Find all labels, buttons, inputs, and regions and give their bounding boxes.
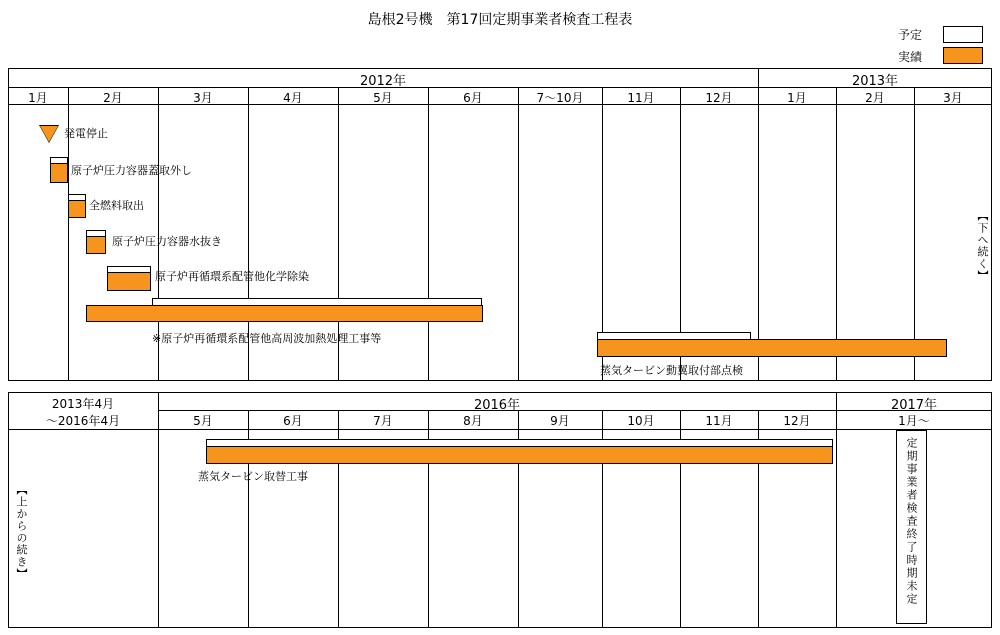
month-header: 3月 [943, 91, 963, 105]
month-gridline [518, 87, 519, 381]
month-header: 7〜10月 [536, 91, 584, 105]
header-divider [8, 429, 992, 430]
month-header: 5月 [373, 91, 393, 105]
month-header: 6月 [463, 91, 483, 105]
actual-bar [206, 446, 833, 464]
legend-plan-swatch [943, 26, 983, 43]
year-header-2013: 2013年 [851, 74, 899, 89]
inspection-end-note: 定期事業者検査終了時期未定 [905, 437, 918, 606]
month-header: 8月 [463, 414, 483, 428]
legend-actual-label: 実績 [898, 50, 923, 64]
actual-bar [86, 305, 483, 322]
month-header: 12月 [783, 414, 811, 428]
task-label: 蒸気タービン動翼取付部点検 [600, 364, 743, 377]
range-label-end: 〜2016年4月 [45, 414, 121, 428]
legend-plan-label: 予定 [898, 28, 923, 42]
actual-bar [597, 339, 947, 357]
month-header: 4月 [283, 91, 303, 105]
task-label: 全燃料取出 [89, 199, 144, 212]
year-header-2017: 2017年 [890, 398, 938, 413]
month-header: 6月 [283, 414, 303, 428]
month-header: 1月〜 [898, 414, 930, 428]
year-header-2016: 2016年 [473, 398, 521, 413]
task-label: 原子炉圧力容器蓋取外し [71, 164, 192, 177]
actual-bar [68, 200, 86, 218]
continue-down-note: 【下へ続く】 [976, 210, 989, 282]
actual-bar [86, 236, 106, 254]
month-header: 3月 [193, 91, 213, 105]
task-label: 原子炉圧力容器水抜き [112, 235, 222, 248]
month-gridline [914, 87, 915, 381]
task-label: 発電停止 [64, 127, 108, 140]
month-header: 2月 [103, 91, 123, 105]
outage-milestone-marker [40, 126, 58, 142]
chart-title: 島根2号機 第17回定期事業者検査工程表 [367, 12, 633, 28]
actual-bar [107, 272, 151, 291]
task-label: ※原子炉再循環系配管他高周波加熱処理工事等 [152, 332, 382, 345]
legend-actual-swatch [943, 47, 983, 64]
month-gridline [428, 87, 429, 381]
month-header: 9月 [550, 414, 570, 428]
task-label: 蒸気タービン取替工事 [198, 470, 308, 483]
month-header: 11月 [705, 414, 733, 428]
range-label-start: 2013年4月 [51, 397, 115, 411]
actual-bar [50, 163, 68, 183]
month-header: 5月 [193, 414, 213, 428]
task-label: 原子炉再循環系配管他化学除染 [155, 270, 309, 283]
month-header: 2月 [865, 91, 885, 105]
month-header: 1月 [787, 91, 807, 105]
month-header: 10月 [627, 414, 655, 428]
month-gridline [758, 68, 759, 381]
month-gridline [836, 87, 837, 381]
month-header: 1月 [28, 91, 48, 105]
continue-from-above-note: 【上からの続き】 [15, 484, 28, 580]
month-header: 12月 [705, 91, 733, 105]
month-header: 7月 [373, 414, 393, 428]
month-header: 11月 [627, 91, 655, 105]
year-header-2012: 2012年 [359, 74, 407, 89]
